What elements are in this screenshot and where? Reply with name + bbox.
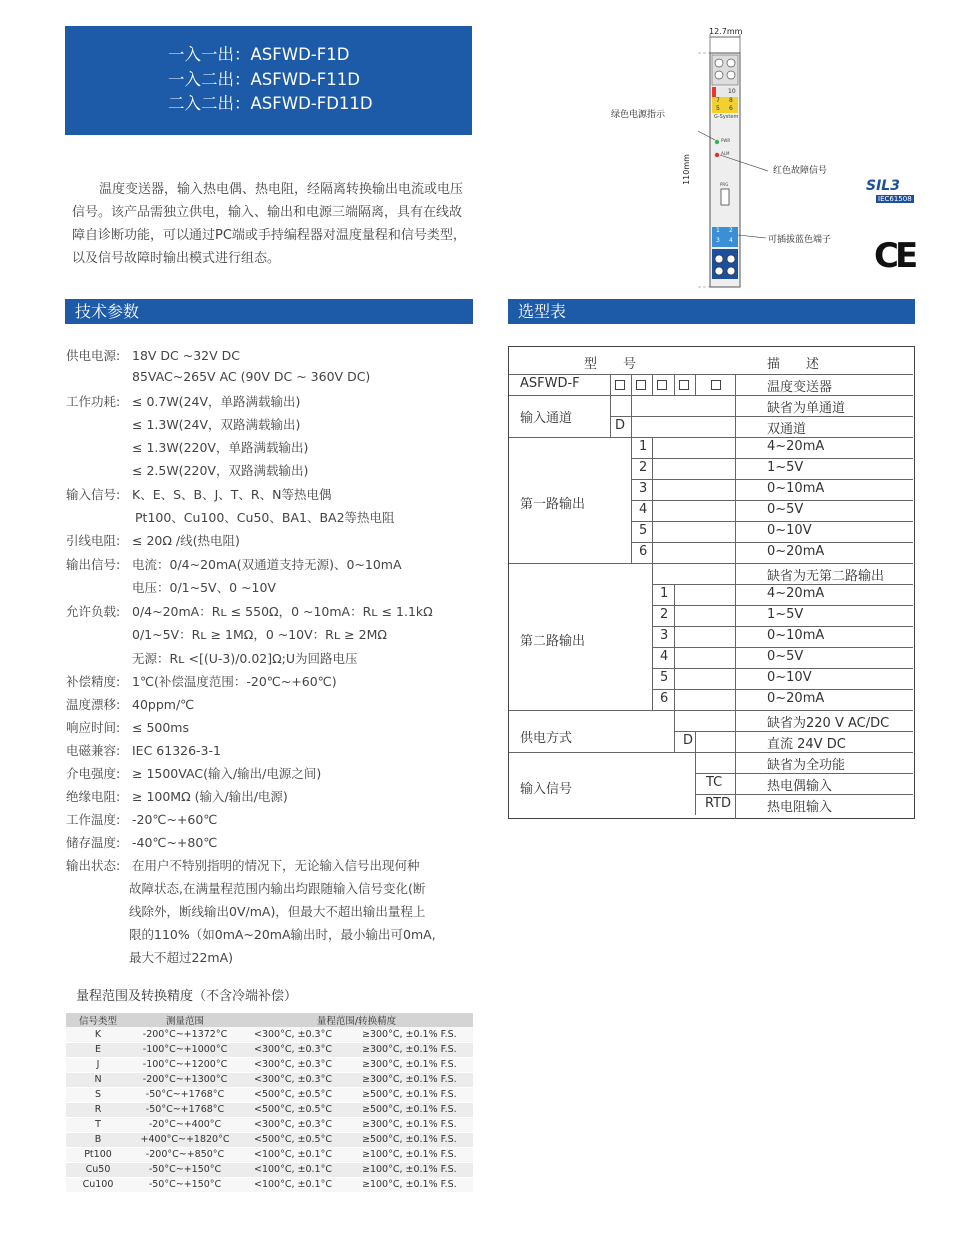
- sel-signal-rtd-d: 热电阻输入: [767, 800, 833, 815]
- spec-load-label: 允许负载:: [66, 604, 121, 619]
- range-cell-low: <500°C, ±0.5°C: [240, 1102, 348, 1117]
- sel-out2-code: 1: [660, 586, 669, 601]
- spec-power-label: 供电电源:: [66, 348, 121, 363]
- range-cell-type: Cu50: [66, 1162, 130, 1177]
- terminal-3: 3: [716, 237, 720, 244]
- sel-out1-code: 5: [639, 523, 648, 538]
- range-cell-high: ≥300°C, ±0.1% F.S.: [348, 1117, 473, 1132]
- sel-out2-code: 6: [660, 691, 669, 706]
- terminal-2: 2: [729, 227, 733, 234]
- spec-output-label: 输出信号:: [66, 557, 121, 572]
- sel-header-divider: [509, 374, 913, 375]
- sel-out2: 第二路输出: [520, 634, 586, 649]
- sel-signal-rtd: RTD: [705, 796, 732, 811]
- title-line-1: 一入一出：ASFWD-F1D: [168, 45, 350, 64]
- sel-row-divider: [631, 458, 913, 459]
- spec-consume-4: ≤ 2.5W(220V，双路满载输出): [132, 463, 309, 478]
- sil3-text: SIL3: [866, 178, 900, 194]
- intro-line-3: 障自诊断功能，可以通过PC端或手持编程器对温度量程和信号类型，: [72, 228, 466, 243]
- sel-in-ch-code: D: [615, 418, 626, 433]
- spec-drift-label: 温度漂移:: [66, 697, 121, 712]
- spec-emc-label: 电磁兼容:: [66, 743, 121, 758]
- sel-model-desc: 温度变送器: [767, 380, 833, 395]
- sel-col-line: [652, 374, 653, 395]
- range-cell-measure: -50°C~+1768°C: [130, 1087, 240, 1102]
- sel-out1-desc: 0~20mA: [767, 544, 825, 559]
- sel-row-divider: [674, 731, 913, 732]
- range-cell-low: <300°C, ±0.3°C: [240, 1027, 348, 1042]
- range-cell-measure: -100°C~+1200°C: [130, 1057, 240, 1072]
- sel-out2-desc: 4~20mA: [767, 586, 825, 601]
- sel-supply: 供电方式: [520, 731, 573, 746]
- range-header-measure: 测量范围: [130, 1013, 240, 1027]
- title-line-3: 二入二出：ASFWD-FD11D: [168, 94, 373, 113]
- sel-row-divider: [695, 773, 913, 774]
- sel-row-divider: [652, 626, 913, 627]
- sel-col-line: [631, 374, 632, 437]
- range-cell-type: S: [66, 1087, 130, 1102]
- sel-row-divider: [652, 689, 913, 690]
- sel-row-divider: [610, 416, 913, 417]
- range-header-accuracy: 量程范围/转换精度: [240, 1013, 473, 1027]
- range-table-row: [66, 1057, 473, 1072]
- alm-label: ALM: [721, 151, 730, 156]
- terminal-10: 10: [728, 88, 736, 95]
- sel-out2-desc: 0~10mA: [767, 628, 825, 643]
- sel-out1-desc: 4~20mA: [767, 439, 825, 454]
- spec-comp-label: 补偿精度:: [66, 674, 121, 689]
- sel-supply-d2: 直流 24V DC: [767, 737, 846, 752]
- spec-power-2: 85VAC~265V AC (90V DC ~ 360V DC): [132, 369, 371, 384]
- spec-input-label: 输入信号:: [66, 487, 121, 502]
- spec-consume-2: ≤ 1.3W(24V，双路满载输出): [132, 417, 301, 432]
- title-line-2: 一入二出：ASFWD-F11D: [168, 69, 360, 89]
- range-table-header: [66, 1013, 473, 1027]
- range-cell-low: <300°C, ±0.3°C: [240, 1117, 348, 1132]
- spec-power-1: 18V DC ~32V DC: [132, 348, 241, 363]
- sel-out1: 第一路输出: [520, 497, 586, 512]
- sel-code-box: [711, 380, 721, 390]
- sel-col-line: [695, 731, 696, 752]
- range-cell-type: E: [66, 1042, 130, 1057]
- sel-out1-desc: 0~5V: [767, 502, 804, 517]
- sel-row-divider: [631, 521, 913, 522]
- sel-signal-d1: 缺省为全功能: [767, 758, 846, 773]
- spec-resp-label: 响应时间:: [66, 720, 121, 735]
- range-cell-type: J: [66, 1057, 130, 1072]
- sel-row-divider: [509, 437, 913, 438]
- terminal-5: 5: [716, 105, 720, 112]
- sel-row-divider: [509, 395, 913, 396]
- sel-row-divider: [631, 500, 913, 501]
- selection-table: [508, 346, 915, 819]
- range-table-row: [66, 1117, 473, 1132]
- range-cell-measure: -100°C~+1000°C: [130, 1042, 240, 1057]
- range-cell-high: ≥500°C, ±0.1% F.S.: [348, 1102, 473, 1117]
- spec-input-1: K、E、S、B、J、T、R、N等热电偶: [132, 487, 332, 502]
- spec-diel-label: 介电强度:: [66, 766, 121, 781]
- terminal-6: 6: [729, 105, 733, 112]
- pwr-label: PWR: [721, 138, 731, 143]
- width-dimension: 12.7mm: [709, 27, 743, 36]
- sel-row-divider: [652, 605, 913, 606]
- range-cell-high: ≥500°C, ±0.1% F.S.: [348, 1132, 473, 1147]
- range-cell-type: R: [66, 1102, 130, 1117]
- ce-mark: CE: [874, 236, 915, 276]
- terminal-1: 1: [716, 227, 720, 234]
- sel-out2-default: 缺省为无第二路输出: [767, 569, 885, 584]
- range-cell-low: <300°C, ±0.3°C: [240, 1072, 348, 1087]
- range-cell-high: ≥300°C, ±0.1% F.S.: [348, 1057, 473, 1072]
- range-cell-low: <100°C, ±0.1°C: [240, 1147, 348, 1162]
- sel-header-desc: 描 述: [767, 357, 820, 372]
- range-cell-high: ≥100°C, ±0.1% F.S.: [348, 1162, 473, 1177]
- red-led-label: 红色故障信号: [773, 166, 828, 176]
- spec-state-3: 线除外，断线输出0V/mA)，但最大不超出输出量程上: [129, 904, 426, 919]
- range-cell-measure: -200°C~+1372°C: [130, 1027, 240, 1042]
- spec-consume-1: ≤ 0.7W(24V，单路满载输出): [132, 394, 301, 409]
- sel-out2-code: 3: [660, 628, 669, 643]
- sel-out1-code: 1: [639, 439, 648, 454]
- spec-state-5: 最大不超过22mA): [129, 950, 234, 965]
- sel-row-divider: [509, 563, 913, 564]
- sel-out1-desc: 1~5V: [767, 460, 804, 475]
- sel-out1-code: 6: [639, 544, 648, 559]
- height-dimension: 110mm: [681, 154, 691, 185]
- spec-drift: 40ppm/℃: [132, 697, 195, 712]
- sel-out2-desc: 0~20mA: [767, 691, 825, 706]
- range-table-row: [66, 1042, 473, 1057]
- sel-signal-tc-d: 热电偶输入: [767, 779, 833, 794]
- intro-line-2: 信号。该产品需独立供电，输入、输出和电源三端隔离，具有在线故: [72, 205, 463, 220]
- sel-signal-tc: TC: [706, 775, 723, 790]
- sel-code-box: [615, 380, 625, 390]
- sel-col-line: [674, 710, 675, 752]
- range-cell-measure: +400°C~+1820°C: [130, 1132, 240, 1147]
- range-cell-high: ≥500°C, ±0.1% F.S.: [348, 1087, 473, 1102]
- sel-model: ASFWD-F: [520, 376, 580, 391]
- range-cell-type: N: [66, 1072, 130, 1087]
- spec-sttemp: -40℃~+80℃: [132, 835, 218, 850]
- range-cell-type: B: [66, 1132, 130, 1147]
- range-table: [66, 1013, 473, 1193]
- range-cell-high: ≥300°C, ±0.1% F.S.: [348, 1072, 473, 1087]
- sel-col-line: [695, 752, 696, 815]
- tech-params-header: 技术参数: [65, 299, 473, 324]
- spec-emc: IEC 61326-3-1: [132, 743, 221, 758]
- intro-line-1: 温度变送器，输入热电偶、热电阻，经隔离转换输出电流或电压: [99, 182, 464, 197]
- spec-state-label: 输出状态:: [66, 858, 121, 873]
- range-table-body: [66, 1027, 473, 1192]
- sel-col-line: [610, 374, 611, 437]
- spec-comp: 1℃(补偿温度范围：-20℃~+60℃): [132, 674, 337, 689]
- sel-row-divider: [652, 668, 913, 669]
- range-cell-low: <500°C, ±0.5°C: [240, 1087, 348, 1102]
- range-table-row: [66, 1072, 473, 1087]
- sil3-logo: [866, 178, 918, 206]
- sel-code-box: [679, 380, 689, 390]
- terminal-7: 7: [716, 97, 720, 104]
- sel-header-type: 型 号: [584, 357, 637, 372]
- selection-header: 选型表: [508, 299, 915, 324]
- sel-row-divider: [631, 479, 913, 480]
- sel-out1-code: 2: [639, 460, 648, 475]
- spec-insul: ≥ 100MΩ (输入/输出/电源): [132, 789, 288, 804]
- range-cell-type: Pt100: [66, 1147, 130, 1162]
- terminal-4: 4: [729, 237, 733, 244]
- range-table-row: [66, 1162, 473, 1177]
- sel-in-ch: 输入通道: [520, 411, 573, 426]
- spec-load-2: 0/1~5V：Rʟ ≥ 1MΩ，0 ~10V：Rʟ ≥ 2MΩ: [132, 627, 387, 642]
- range-cell-low: <100°C, ±0.1°C: [240, 1162, 348, 1177]
- spec-lead-label: 引线电阻:: [66, 533, 121, 548]
- sel-row-divider: [695, 794, 913, 795]
- prg-label: PRG: [720, 182, 729, 187]
- sel-in-ch-d2: 双通道: [767, 422, 807, 437]
- range-cell-measure: -20°C~+400°C: [130, 1117, 240, 1132]
- spec-lead: ≤ 20Ω /线(热电阻): [132, 533, 240, 548]
- sel-out1-code: 3: [639, 481, 648, 496]
- range-table-row: [66, 1132, 473, 1147]
- range-cell-measure: -50°C~+150°C: [130, 1177, 240, 1192]
- range-table-row: [66, 1177, 473, 1192]
- spec-sttemp-label: 储存温度:: [66, 835, 121, 850]
- range-cell-type: T: [66, 1117, 130, 1132]
- range-cell-low: <100°C, ±0.1°C: [240, 1177, 348, 1192]
- sel-desc-line: [735, 374, 736, 819]
- sel-out2-code: 2: [660, 607, 669, 622]
- sel-out1-code: 4: [639, 502, 648, 517]
- spec-diel: ≥ 1500VAC(输入/输出/电源之间): [132, 766, 322, 781]
- spec-load-1: 0/4~20mA：Rʟ ≤ 550Ω，0 ~10mA：Rʟ ≤ 1.1kΩ: [132, 604, 433, 619]
- range-cell-type: K: [66, 1027, 130, 1042]
- intro-line-4: 以及信号故障时输出模式进行组态。: [72, 251, 281, 266]
- product-title-box: [65, 26, 472, 135]
- range-cell-measure: -200°C~+1300°C: [130, 1072, 240, 1087]
- range-table-title: 量程范围及转换精度（不含冷端补偿）: [76, 989, 298, 1004]
- range-cell-measure: -200°C~+850°C: [130, 1147, 240, 1162]
- range-table-row: [66, 1087, 473, 1102]
- iec61508-text: IEC61508: [878, 195, 912, 203]
- spec-optemp-label: 工作温度:: [66, 812, 121, 827]
- spec-insul-label: 绝缘电阻:: [66, 789, 121, 804]
- range-cell-high: ≥100°C, ±0.1% F.S.: [348, 1147, 473, 1162]
- sel-row-divider: [631, 542, 913, 543]
- range-cell-measure: -50°C~+150°C: [130, 1162, 240, 1177]
- sel-col-line: [674, 584, 675, 710]
- range-cell-high: ≥100°C, ±0.1% F.S.: [348, 1177, 473, 1192]
- spec-load-3: 无源：Rʟ <[(U-3)/0.02]Ω;U为回路电压: [132, 651, 358, 666]
- sel-code-box: [657, 380, 667, 390]
- sel-out2-code: 5: [660, 670, 669, 685]
- sel-out2-desc: 0~10V: [767, 670, 812, 685]
- sel-out2-code: 4: [660, 649, 669, 664]
- spec-output-2: 电压：0/1~5V、0 ~10V: [132, 580, 276, 595]
- sel-out1-desc: 0~10mA: [767, 481, 825, 496]
- spec-state-4: 限的110%（如0mA~20mA输出时，最小输出可0mA,: [129, 927, 436, 942]
- sel-col-line: [674, 374, 675, 395]
- sel-row-divider: [509, 752, 913, 753]
- range-cell-high: ≥300°C, ±0.1% F.S.: [348, 1027, 473, 1042]
- spec-optemp: -20℃~+60℃: [132, 812, 218, 827]
- range-cell-high: ≥300°C, ±0.1% F.S.: [348, 1042, 473, 1057]
- sel-signal: 输入信号: [520, 782, 573, 797]
- green-led-label: 绿色电源指示: [611, 110, 666, 120]
- spec-state-2: 故障状态,在满量程范围内输出均跟随输入信号变化(断: [129, 881, 426, 896]
- sel-supply-d1: 缺省为220 V AC/DC: [767, 716, 890, 731]
- sel-out1-desc: 0~10V: [767, 523, 812, 538]
- sel-col-line: [631, 437, 632, 563]
- range-cell-low: <300°C, ±0.3°C: [240, 1042, 348, 1057]
- sel-out2-desc: 1~5V: [767, 607, 804, 622]
- sel-row-divider: [509, 710, 913, 711]
- spec-output-1: 电流：0/4~20mA(双通道支持无源)、0~10mA: [132, 557, 402, 572]
- sel-col-line: [695, 374, 696, 395]
- terminal-label: 可插拔蓝色端子: [768, 235, 832, 245]
- range-cell-low: <500°C, ±0.5°C: [240, 1132, 348, 1147]
- sel-out2-desc: 0~5V: [767, 649, 804, 664]
- range-header-type: 信号类型: [66, 1013, 130, 1027]
- brand-label: G-System: [714, 114, 739, 120]
- sel-supply-code: D: [683, 733, 694, 748]
- sel-col-line: [652, 437, 653, 563]
- range-cell-measure: -50°C~+1768°C: [130, 1102, 240, 1117]
- range-table-row: [66, 1147, 473, 1162]
- range-cell-type: Cu100: [66, 1177, 130, 1192]
- spec-input-2: Pt100、Cu100、Cu50、BA1、BA2等热电阻: [135, 510, 395, 525]
- intro-paragraph: [72, 178, 480, 270]
- range-cell-low: <300°C, ±0.3°C: [240, 1057, 348, 1072]
- range-table-row: [66, 1102, 473, 1117]
- spec-resp: ≤ 500ms: [132, 720, 189, 735]
- spec-state-1: 在用户不特别指明的情况下，无论输入信号出现何种: [132, 858, 420, 873]
- sel-in-ch-d1: 缺省为单通道: [767, 401, 846, 416]
- spec-consume-3: ≤ 1.3W(220V，单路满载输出): [132, 440, 309, 455]
- sel-row-divider: [652, 647, 913, 648]
- sel-code-box: [636, 380, 646, 390]
- spec-consume-label: 工作功耗:: [66, 394, 121, 409]
- terminal-8: 8: [729, 97, 733, 104]
- sel-col-line: [652, 563, 653, 710]
- sel-row-divider: [652, 584, 913, 585]
- range-table-row: [66, 1027, 473, 1042]
